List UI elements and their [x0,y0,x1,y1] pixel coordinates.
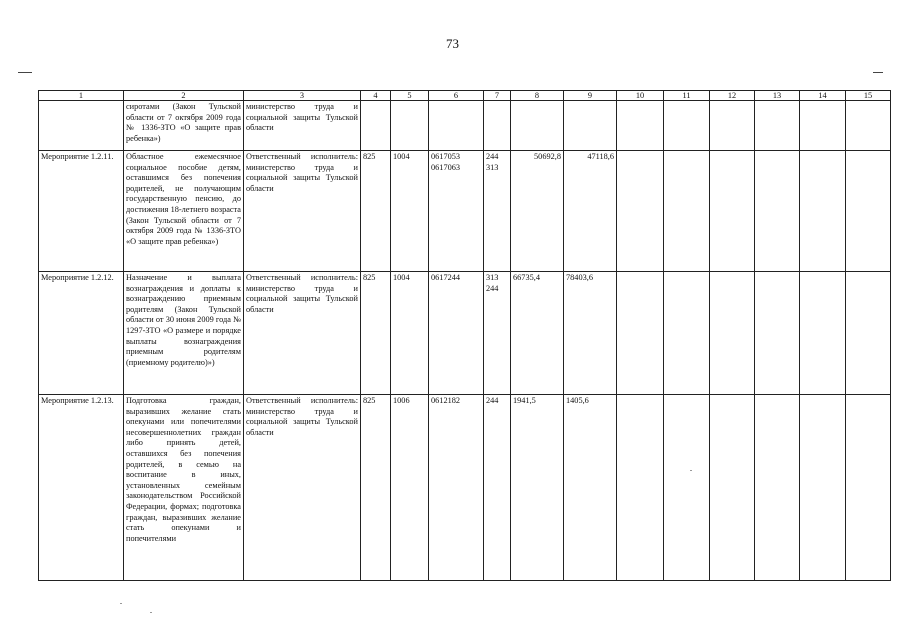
executor-cell: министерство труда и социальной защиты Тульской области [244,101,361,151]
amount-cell: 66735,4 [511,272,564,395]
header-cell: 15 [846,91,891,101]
margin-mark [18,72,32,73]
code-cell: 244 313 [484,151,511,272]
header-cell: 1 [39,91,124,101]
scan-speck [120,603,122,604]
code-cell: 825 [361,272,391,395]
amount-cell: 47118,6 [564,151,617,272]
table-cell [664,151,710,272]
amount-cell: 50692,8 [511,151,564,272]
table-cell [617,395,664,581]
code-cell: 244 [484,395,511,581]
table-cell [664,101,710,151]
code-cell: 0617053 0617063 [429,151,484,272]
table-cell [755,395,800,581]
continuation-row [39,101,891,151]
header-cell: 2 [124,91,244,101]
table-cell [755,151,800,272]
table-cell [800,151,846,272]
code-cell: 0617244 [429,272,484,395]
table-cell [846,151,891,272]
table-cell [710,395,755,581]
header-cell: 5 [391,91,429,101]
table-cell [617,151,664,272]
code-cell: 313 244 [484,272,511,395]
table-cell [846,272,891,395]
table-cell [664,395,710,581]
table-cell [800,272,846,395]
table-cell [710,272,755,395]
amount-cell: 1941,5 [511,395,564,581]
table-cell [710,101,755,151]
table-cell [484,101,511,151]
executor-cell: Ответственный исполнитель: министерство труда и социальной защиты Тульской области [244,395,361,581]
measure-description: Областное ежемесячное социальное пособие детям, оставшимся без попечения родителей, не получающим государственную пенсию, до достижения 18-летнего возраста (Закон Тульской области от 7 октября 2009 года № 1336-ЗТО «О защите прав ребенка») [124,151,244,272]
code-cell: 1004 [391,272,429,395]
table-cell [39,101,124,151]
table-cell [511,101,564,151]
table-cell [755,272,800,395]
code-cell: 1006 [391,395,429,581]
code-cell: 1004 [391,151,429,272]
amount-cell: 78403,6 [564,272,617,395]
measure-id: Мероприятие 1.2.13. [39,395,124,581]
header-cell: 13 [755,91,800,101]
header-cell: 3 [244,91,361,101]
code-cell: 825 [361,395,391,581]
code-cell: 825 [361,151,391,272]
header-cell: 4 [361,91,391,101]
table-cell [846,395,891,581]
executor-cell: Ответственный исполнитель: министерство труда и социальной защиты Тульской области [244,272,361,395]
header-cell: 14 [800,91,846,101]
scan-speck [690,470,692,471]
header-cell: 12 [710,91,755,101]
margin-mark [873,72,883,73]
scan-speck [150,612,152,613]
table-cell [617,272,664,395]
header-cell: 6 [429,91,484,101]
table-cell [617,101,664,151]
measure-description: Подготовка граждан, выразивших желание стать опекунами или попечителями несовершеннолетних граждан либо принять детей, оставшихся без попечения родителей, в семью на воспитание в иных, установленных семейным законодательством Российской Федерации, формах; подготовка граждан, выразивших желание стать опекунами и попечителями [124,395,244,581]
table-row [39,272,891,395]
table-cell [391,101,429,151]
table-cell [664,272,710,395]
measure-id: Мероприятие 1.2.12. [39,272,124,395]
table-cell [800,101,846,151]
table-cell [710,151,755,272]
header-cell: 10 [617,91,664,101]
table-cell [361,101,391,151]
executor-cell: Ответственный исполнитель: министерство труда и социальной защиты Тульской области [244,151,361,272]
header-cell: 9 [564,91,617,101]
header-cell: 11 [664,91,710,101]
page-number: 73 [446,36,459,51]
table-row [39,151,891,272]
budget-table [38,90,891,581]
table-row [39,395,891,581]
table-cell [846,101,891,151]
code-cell: 0612182 [429,395,484,581]
measure-description: сиротами (Закон Тульской области от 7 октября 2009 года № 1336-ЗТО «О защите прав ребенка») [124,101,244,151]
table-cell [755,101,800,151]
table-cell [800,395,846,581]
table-cell [564,101,617,151]
amount-cell: 1405,6 [564,395,617,581]
measure-description: Назначение и выплата вознаграждения и доплаты к вознаграждению приемным родителям (Закон Тульской области от 30 июня 2009 года № 1297-ЗТО «О размере и порядке выплаты вознаграждения приемным родителям (приемному родителю)») [124,272,244,395]
header-row [39,91,891,101]
header-cell: 8 [511,91,564,101]
header-cell: 7 [484,91,511,101]
measure-id: Мероприятие 1.2.11. [39,151,124,272]
table-cell [429,101,484,151]
